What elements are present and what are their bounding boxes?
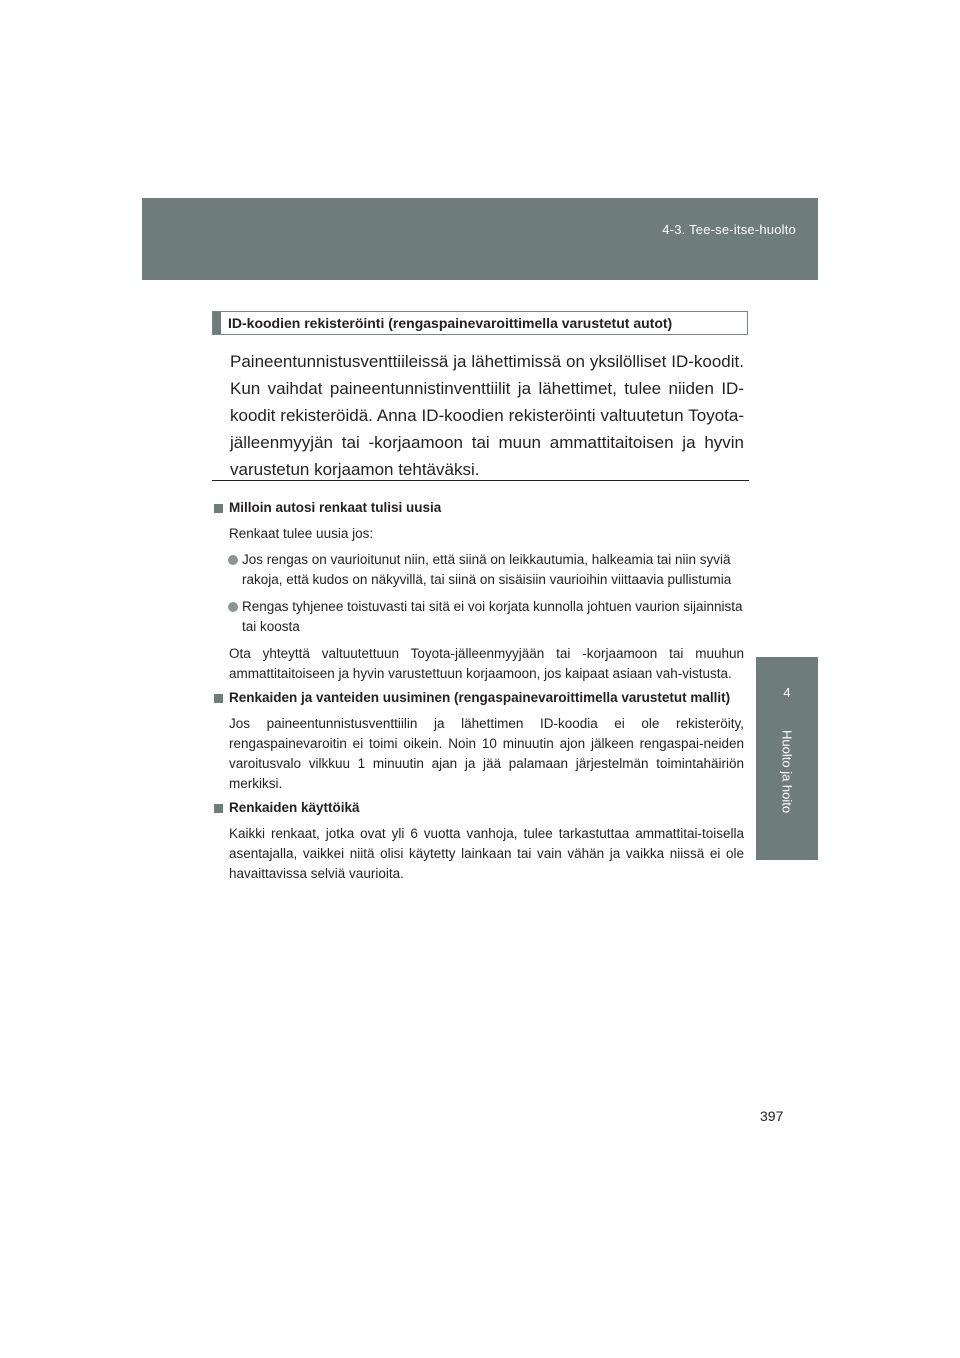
chapter-number: 4 xyxy=(783,685,791,700)
section-label: 4-3. Tee-se-itse-huolto xyxy=(662,222,796,237)
square-bullet-icon xyxy=(214,504,223,513)
section-title: ID-koodien rekisteröinti (rengaspainevaroittimella varustetut autot) xyxy=(228,315,673,331)
section-title-box xyxy=(212,311,748,335)
note-lead: Renkaat tulee uusia jos: xyxy=(229,526,374,541)
title-marker xyxy=(213,312,221,334)
circle-bullet-icon xyxy=(228,555,238,565)
note-heading xyxy=(213,498,744,518)
header-band xyxy=(142,198,818,280)
note-heading-text: Renkaiden käyttöikä xyxy=(229,800,360,815)
divider xyxy=(212,480,749,481)
square-bullet-icon xyxy=(214,694,223,703)
page-number: 397 xyxy=(760,1108,784,1124)
chapter-tab-label xyxy=(756,724,818,860)
intro-paragraph: Paineentunnistusventtiileissä ja lähettimissä on yksilölliset ID-koodit. Kun vaihdat paineentunnistinventtiilit ja lähettimet, tulee niiden ID-koodit rekisteröidä. Anna ID-koodien rekisteröinti valtuutetun Toyota-jälleenmyyjän tai -korjaamoon tai muun ammattitaitoisen ja hyvin varustetun korjaamon tehtäväksi. xyxy=(230,352,744,479)
note-text: Jos paineentunnistusventtiilin ja lähettimen ID-koodia ei ole rekisteröity, rengaspainevaroitin ei toimi oikein. Noin 10 minuutin ajon jälkeen rengaspai-neiden varoitusvalo vilkkuu 1 minuutin ajan ja jää palamaan järjestelmän toimintahäiriön merkiksi. xyxy=(229,716,744,791)
note-heading-text: Milloin autosi renkaat tulisi uusia xyxy=(229,500,442,515)
note-text: Ota yhteyttä valtuutettuun Toyota-jälleenmyyjään tai -korjaamoon tai muuhun ammattitaitoiseen ja hyvin varustettuun korjaamoon, jos kaipaat asiaan vah-vistusta. xyxy=(229,646,744,681)
note-text: Kaikki renkaat, jotka ovat yli 6 vuotta vanhoja, tulee tarkastuttaa ammattitai-toisella asentajalla, vaikkei niitä olisi käytetty lainkaan tai vain vähän ja vaikka niissä ei ole havaittavissa selviä vaurioita. xyxy=(229,826,744,881)
note-heading xyxy=(213,688,744,708)
chapter-tab-number xyxy=(756,657,818,724)
list-item xyxy=(213,597,744,637)
notes-section xyxy=(213,498,744,884)
chapter-title: Huolto ja hoito xyxy=(779,730,795,814)
note-heading xyxy=(213,798,744,818)
circle-bullet-icon xyxy=(228,602,238,612)
note-heading-text: Renkaiden ja vanteiden uusiminen (rengaspainevaroittimella varustetut mallit) xyxy=(229,690,731,705)
list-item xyxy=(213,550,744,590)
list-item-text: Rengas tyhjenee toistuvasti tai sitä ei voi korjata kunnolla johtuen vaurion sijainnista tai koosta xyxy=(242,599,743,634)
list-item-text: Jos rengas on vaurioitunut niin, että siinä on leikkautumia, halkeamia tai niin syviä rakoja, että kudos on näkyvillä, tai siinä on sisäisiin vaurioihin viittaavia pullistumia xyxy=(242,552,732,587)
square-bullet-icon xyxy=(214,804,223,813)
